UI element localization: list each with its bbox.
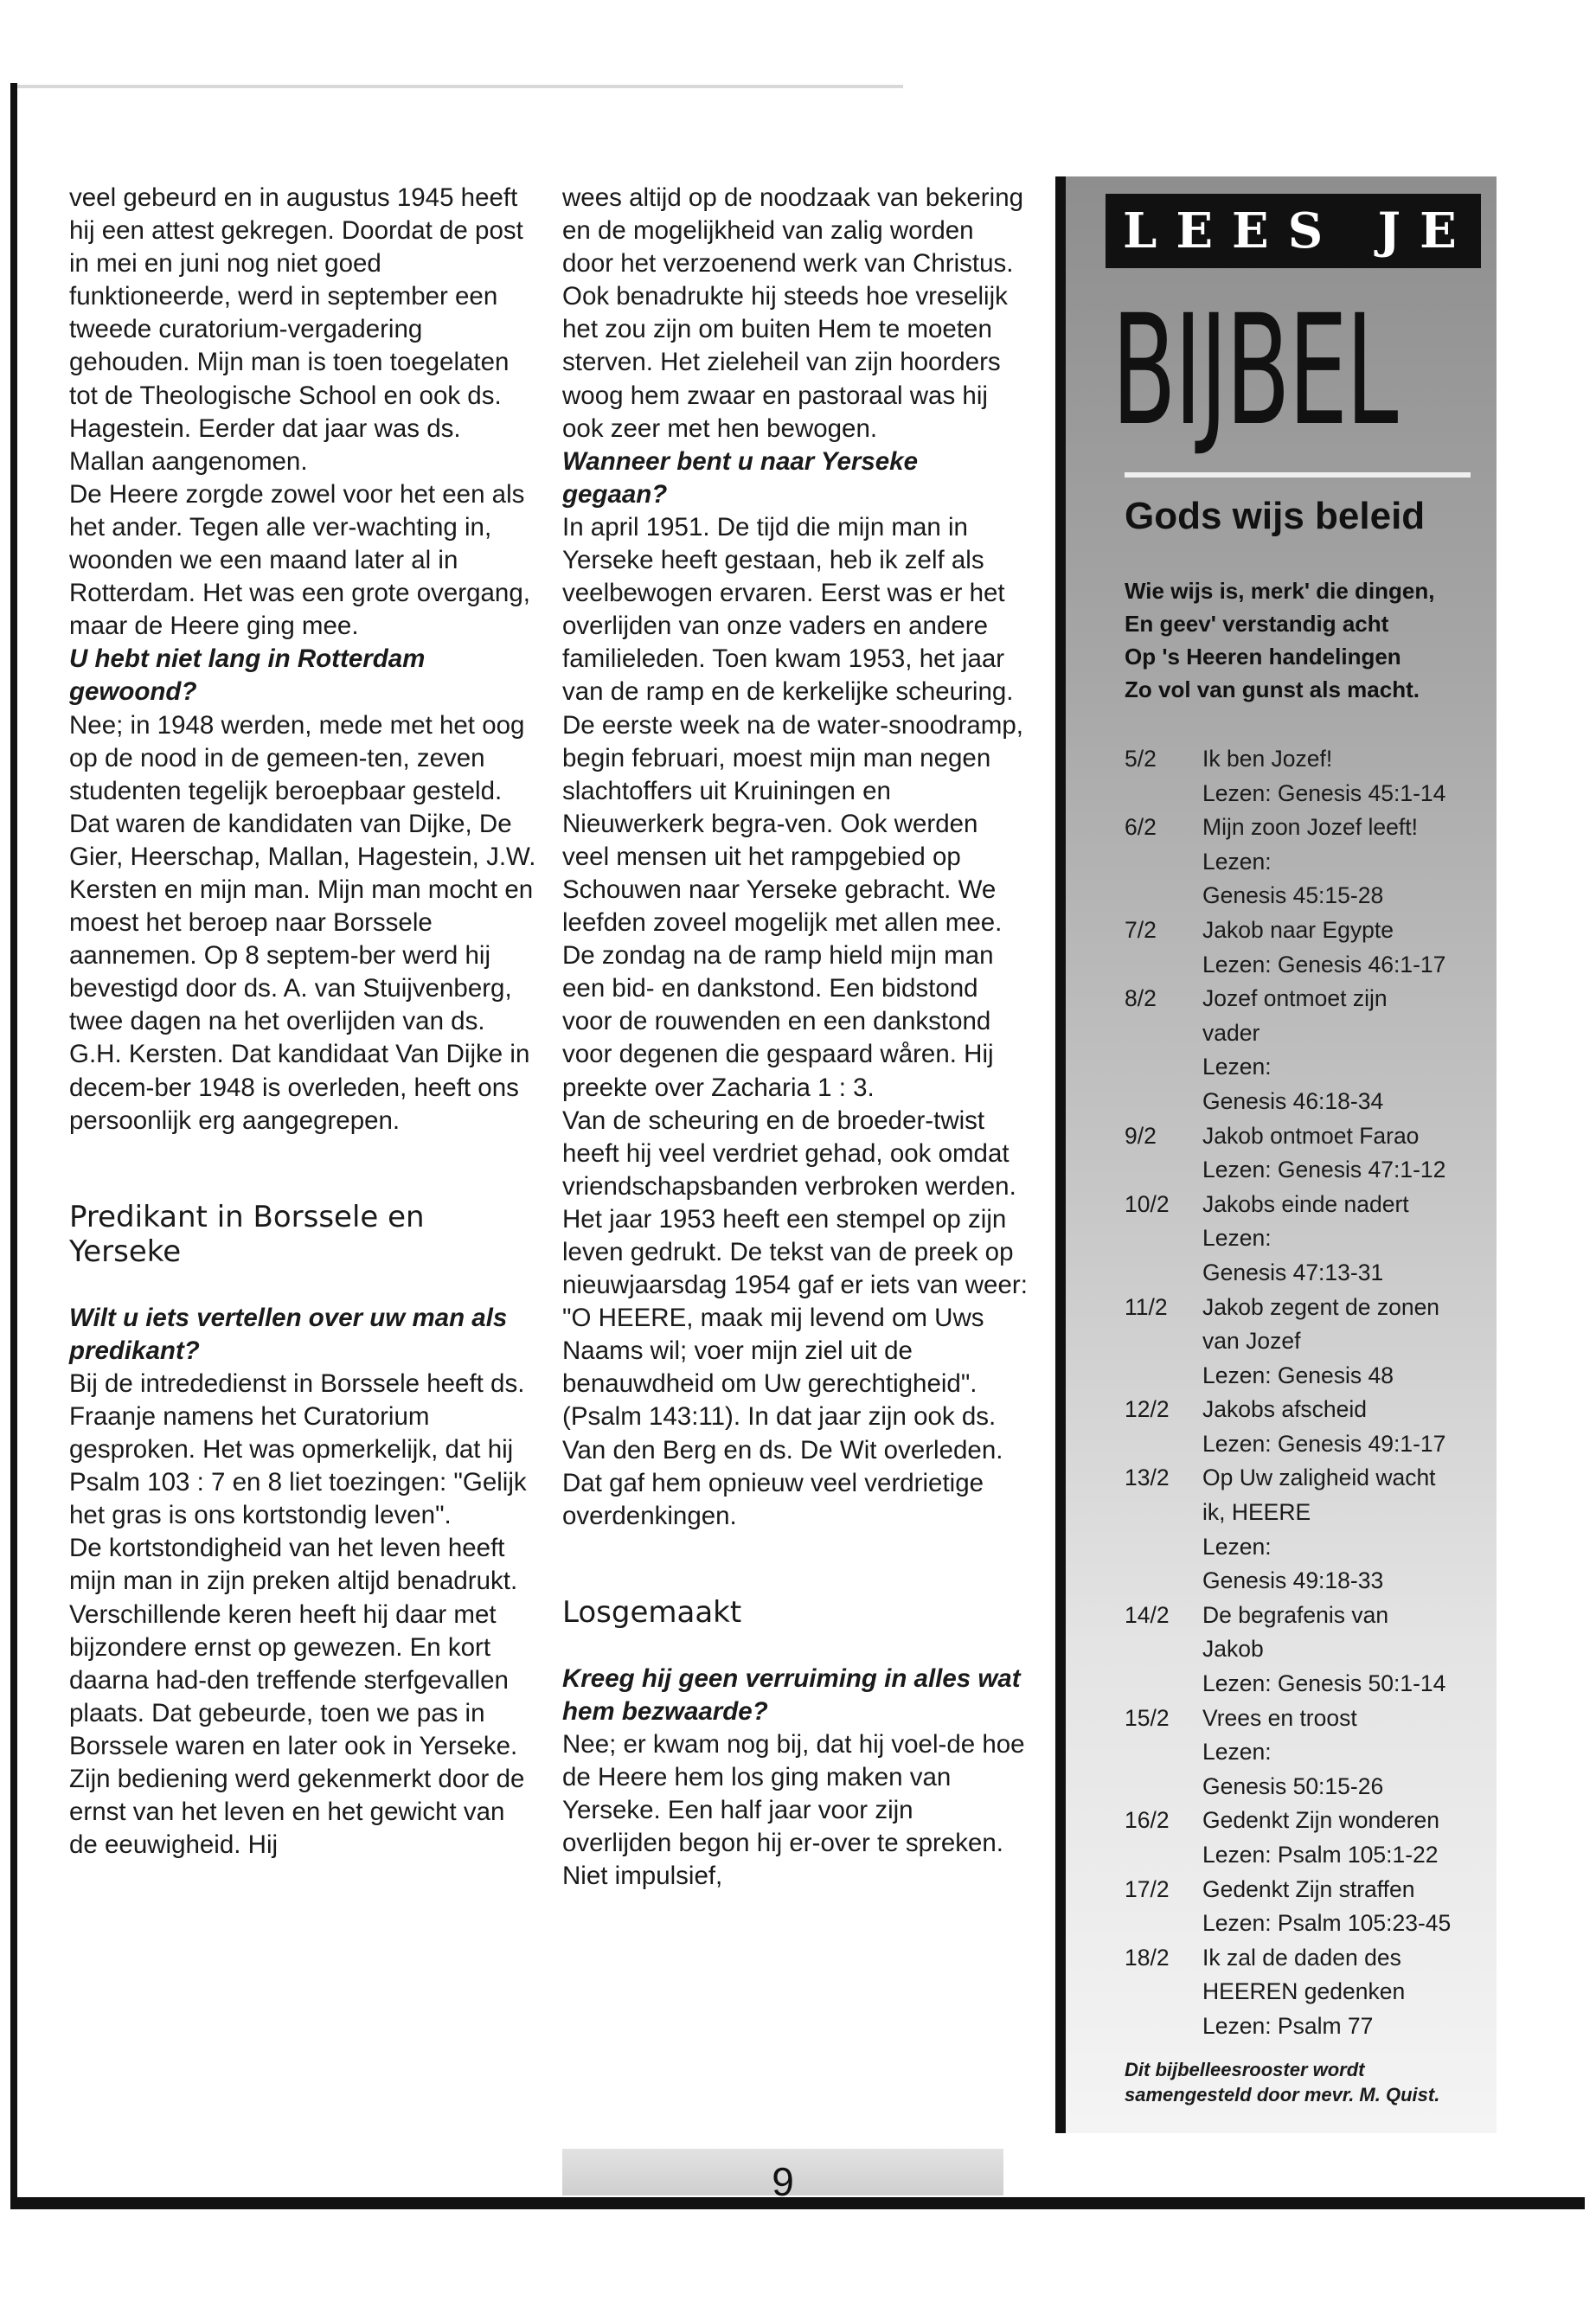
reading-date: 13/2	[1125, 1465, 1170, 1491]
paragraph: De eerste week na de water-snoodramp, begin februari, moest mijn man negen slachtoffers uit Kruiningen en Nieuwerkerk begra-ven. Ook werden veel mensen uit het rampgebied op Schouwen naar Yerseke gebracht. We leefden zoveel mogelijk met allen mee.	[562, 710, 1023, 938]
page-number: 9	[772, 2159, 794, 2204]
reading-line: Lezen: Psalm 77	[1202, 2012, 1374, 2039]
schedule-credit	[1125, 2057, 1439, 2107]
credit-line: samengesteld door mevr. M. Quist.	[1125, 2084, 1440, 2106]
paragraph: Het jaar 1953 heeft een stempel op zijn leven gedrukt. De tekst van de preek op nieuwjaarsdag 1954 gaf er iets van weer: "O HEERE, maak mij levend om Uws Naams wil; voer mijn ziel uit de benauwdheid om Uw gerechtigheid". (Psalm 143:11). In dat jaar zijn ook ds. Van den Berg en ds. De Wit overleden. Dat gaf hem opnieuw veel verdrietige overdenkingen.	[562, 1204, 1028, 1530]
reading-line: Vrees en troost	[1202, 1704, 1357, 1731]
reading-date: 9/2	[1125, 1122, 1157, 1149]
sidebar-edge	[1055, 176, 1066, 2133]
reading-entry	[1125, 1599, 1488, 1702]
reading-line: Lezen:	[1202, 1054, 1272, 1080]
reading-line: vader	[1202, 1019, 1260, 1046]
reading-body	[1202, 1702, 1488, 1804]
reading-line: Genesis 49:18-33	[1202, 1567, 1384, 1594]
reading-line: Ik zal de daden des	[1202, 1944, 1401, 1971]
banner-underline	[1125, 472, 1471, 478]
reading-date: 16/2	[1125, 1807, 1170, 1834]
reading-date: 7/2	[1125, 916, 1157, 943]
interview-question: U hebt niet lang in Rotterdam gewoond?	[69, 644, 426, 707]
reading-date: 11/2	[1125, 1293, 1168, 1320]
reading-line: Gedenkt Zijn wonderen	[1202, 1807, 1439, 1834]
reading-entry	[1125, 811, 1488, 913]
sidebar-banner-lees-je: LEES JE	[1106, 194, 1481, 268]
reading-body	[1202, 811, 1488, 913]
sidebar-banner-bijbel: BIJBEL	[1112, 282, 1396, 459]
section-heading: Predikant in Borssele en Yerseke	[69, 1199, 425, 1269]
reading-line: Op Uw zaligheid wacht	[1202, 1465, 1436, 1491]
reading-line: Jakob naar Egypte	[1202, 916, 1394, 943]
reading-line: Jakobs einde nadert	[1202, 1190, 1409, 1217]
reading-line: HEEREN gedenken	[1202, 1978, 1406, 2005]
interview-question: Wilt u iets vertellen over uw man als predikant?	[69, 1303, 508, 1365]
reading-line: Lezen: Genesis 46:1-17	[1202, 951, 1446, 977]
reading-line: Lezen:	[1202, 1533, 1272, 1560]
reading-entry	[1125, 1393, 1488, 1461]
page-frame-top	[12, 85, 903, 88]
reading-line: Jakob	[1202, 1636, 1264, 1663]
reading-date: 10/2	[1125, 1190, 1170, 1217]
reading-line: ik, HEERE	[1202, 1499, 1311, 1526]
reading-body	[1202, 1393, 1488, 1461]
paragraph: Zijn bediening werd gekenmerkt door de ernst van het leven en het gewicht van de eeuwigheid. Hij	[69, 1765, 525, 1860]
reading-line: Ik ben Jozef!	[1202, 746, 1333, 772]
paragraph: veel gebeurd en in augustus 1945 heeft hij een attest gekregen. Doordat de post in mei en juni nog niet goed funktioneerde, werd in september een tweede curatorium-vergadering gehouden. Mijn man is toen toegelaten tot de Theologische School en ook ds. Hagestein. Eerder dat jaar was ds. Mallan aangenomen.	[69, 183, 523, 476]
reading-line: Lezen: Genesis 50:1-14	[1202, 1670, 1446, 1697]
reading-entry	[1125, 1461, 1488, 1598]
paragraph: De Heere zorgde zowel voor het een als het ander. Tegen alle ver-wachting in, woonden we een maand later al in Rotterdam. Het was een grote overgang, maar de Heere ging mee.	[69, 479, 530, 641]
reading-body	[1202, 913, 1488, 982]
verse-line: Wie wijs is, merk' die dingen,	[1125, 578, 1435, 604]
reading-line: De begrafenis van	[1202, 1601, 1389, 1628]
reading-line: Lezen: Genesis 48	[1202, 1362, 1394, 1388]
reading-body	[1202, 1291, 1488, 1394]
reading-date: 18/2	[1125, 1944, 1170, 1971]
reading-entry	[1125, 1702, 1488, 1804]
article-column-2	[562, 182, 1029, 1894]
reading-line: Jakob ontmoet Farao	[1202, 1122, 1420, 1149]
reading-entry	[1125, 1291, 1488, 1394]
reading-body	[1202, 1873, 1488, 1941]
paragraph: wees altijd op de noodzaak van bekering en de mogelijkheid van zalig worden door het verzoenend werk van Christus. Ook benadrukte hij steeds hoe vreselijk het zou zijn om buiten Hem te moeten sterven. Het zieleheil van zijn hoorders woog hem zwaar en pastoraal was hij ook zeer met hen bewogen.	[562, 183, 1024, 443]
reading-entry	[1125, 742, 1488, 811]
reading-line: Lezen: Genesis 49:1-17	[1202, 1430, 1446, 1457]
reading-line: van Jozef	[1202, 1328, 1301, 1355]
paragraph: De zondag na de ramp hield mijn man een bid- en dankstond. Een bidstond voor de rouwenden en een dankstond voor degenen die gespaard wåren. Hij preekte over Zacharia 1 : 3.	[562, 941, 994, 1102]
reading-body	[1202, 982, 1488, 1118]
reading-line: Lezen: Psalm 105:1-22	[1202, 1842, 1439, 1868]
reading-date: 15/2	[1125, 1704, 1170, 1731]
reading-entry	[1125, 913, 1488, 982]
reading-date: 8/2	[1125, 985, 1157, 1012]
reading-line: Gedenkt Zijn straffen	[1202, 1875, 1415, 1902]
reading-entry	[1125, 1188, 1488, 1291]
reading-line: Lezen: Genesis 47:1-12	[1202, 1157, 1446, 1183]
credit-line: Dit bijbelleesrooster wordt	[1125, 2059, 1365, 2080]
reading-line: Jozef ontmoet zijn	[1202, 985, 1388, 1012]
reading-body	[1202, 1941, 1488, 2044]
reading-body	[1202, 1461, 1488, 1598]
reading-line: Lezen:	[1202, 848, 1272, 875]
paragraph: De kortstondigheid van het leven heeft mijn man in zijn preken altijd benadrukt. Verschillende keren heeft hij daar met bijzondere ernst op gewezen. En kort daarna had-den treffende sterfgevallen plaats. Dat gebeurde, toen we pas in Borssele waren en later ook in Yerseke.	[69, 1534, 518, 1760]
reading-entry	[1125, 1941, 1488, 2044]
reading-line: Lezen: Genesis 45:1-14	[1202, 779, 1446, 806]
section-heading: Losgemaakt	[562, 1594, 742, 1630]
reading-date: 5/2	[1125, 746, 1157, 772]
reading-entry	[1125, 982, 1488, 1118]
reading-line: Genesis 45:15-28	[1202, 882, 1384, 909]
verse-line: Zo vol van gunst als macht.	[1125, 676, 1420, 702]
reading-line: Genesis 46:18-34	[1202, 1087, 1384, 1114]
page-frame-left	[10, 83, 17, 2208]
reading-schedule	[1125, 742, 1488, 2044]
reading-line: Lezen: Psalm 105:23-45	[1202, 1910, 1452, 1937]
paragraph: Bij de intrededienst in Borssele heeft ds. Fraanje namens het Curatorium gesproken. Het was opmerkelijk, dat hij Psalm 103 : 7 en 8 liet toezingen: "Gelijk het gras is ons kortstondig leven".	[69, 1368, 527, 1530]
interview-question: Kreeg hij geen verruiming in alles wat hem bezwaarde?	[562, 1663, 1021, 1726]
paragraph: Nee; er kwam nog bij, dat hij voel-de hoe de Heere hem los ging maken van Yerseke. Een half jaar voor zijn overlijden begon hij er-over te spreken. Niet impulsief,	[562, 1730, 1025, 1891]
interview-question: Wanneer bent u naar Yerseke gegaan?	[562, 446, 918, 509]
reading-line: Lezen:	[1202, 1739, 1272, 1766]
sidebar-title: Gods wijs beleid	[1125, 495, 1426, 537]
reading-entry	[1125, 1119, 1488, 1188]
article-column-1	[69, 182, 536, 1862]
reading-body	[1202, 1804, 1488, 1872]
reading-body	[1202, 1599, 1488, 1702]
psalm-verse	[1125, 574, 1435, 706]
paragraph: Nee; in 1948 werden, mede met het oog op de nood in de gemeen-ten, zeven studenten tegelijk beroepbaar gesteld. Dat waren de kandidaten van Dijke, De Gier, Heerschap, Mallan, Hagestein, J.W. Kersten en mijn man. Mijn man mocht en moest het beroep naar Borssele aannemen. Op 8 septem-ber werd hij bevestigd door ds. A. van Stuijvenberg, twee dagen na het overlijden van ds. G.H. Kersten. Dat kandidaat Van Dijke in decem-ber 1948 is overleden, heeft ons persoonlijk erg aangegrepen.	[69, 710, 536, 1135]
reading-line: Genesis 50:15-26	[1202, 1772, 1384, 1799]
reading-line: Jakob zegent de zonen	[1202, 1293, 1440, 1320]
reading-body	[1202, 742, 1488, 811]
reading-date: 17/2	[1125, 1875, 1170, 1902]
reading-date: 6/2	[1125, 814, 1157, 841]
reading-body	[1202, 1119, 1488, 1188]
reading-line: Lezen:	[1202, 1225, 1272, 1252]
reading-body	[1202, 1188, 1488, 1291]
reading-line: Jakobs afscheid	[1202, 1396, 1368, 1423]
reading-date: 14/2	[1125, 1601, 1170, 1628]
reading-date: 12/2	[1125, 1396, 1170, 1423]
reading-entry	[1125, 1873, 1488, 1941]
paragraph: Van de scheuring en de broeder-twist heeft hij veel verdriet gehad, ook omdat vriendschapsbanden verbroken werden.	[562, 1106, 1016, 1201]
verse-line: En geev' verstandig acht	[1125, 611, 1389, 637]
paragraph: In april 1951. De tijd die mijn man in Yerseke heeft gestaan, heb ik zelf als veelbewogen ervaren. Eerst was er het overlijden van onze vaders en andere familieleden. Toen kwam 1953, het jaar van de ramp en de kerkelijke scheuring.	[562, 512, 1014, 707]
reading-entry	[1125, 1804, 1488, 1872]
reading-line: Genesis 47:13-31	[1202, 1259, 1384, 1285]
verse-line: Op 's Heeren handelingen	[1125, 644, 1401, 670]
reading-line: Mijn zoon Jozef leeft!	[1202, 814, 1418, 841]
